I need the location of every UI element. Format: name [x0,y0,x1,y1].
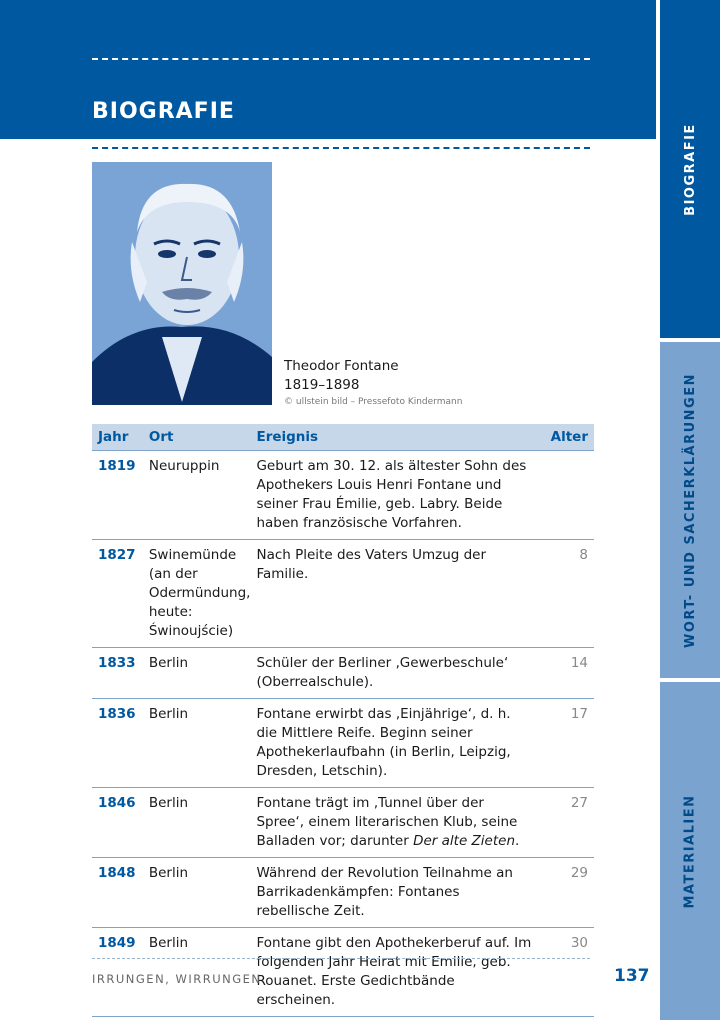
cell-ereignis: Während der Revolution Teilnahme an Barrikadenkämpfen: Fontanes rebellische Zeit. [250,858,544,928]
cell-ort: Berlin [143,699,251,788]
cell-ort: Berlin [143,928,251,1017]
ereignis-text: Fontane trägt im ‚Tunnel über der Spree‘, einem literarischen Klub, seine Balladen vor; darunter [256,795,518,849]
tab-wort-und-sacherklaerungen[interactable] [660,342,720,678]
table-row [92,540,594,648]
cell-alter: 14 [545,648,594,699]
table-row [92,699,594,788]
header-jahr: Jahr [92,424,143,451]
table-row [92,788,594,858]
cell-ereignis: Geburt am 30. 12. als ältester Sohn des Apothekers Louis Henri Fontane und seiner Frau Émilie, geb. Labry. Beide haben französische Vorfahren. [250,451,544,540]
cell-alter [545,451,594,540]
dashed-rule-top [92,58,590,60]
tab-label: BIOGRAFIE [682,122,698,216]
cell-ort: Berlin [143,788,251,858]
cell-ereignis: Nach Pleite des Vaters Umzug der Familie. [250,540,544,648]
cell-jahr: 1833 [92,648,143,699]
header-alter: Alter [545,424,594,451]
header-ereignis: Ereignis [250,424,544,451]
cell-ort: Neuruppin [143,451,251,540]
cell-ort: Berlin [143,648,251,699]
ereignis-end: . [515,833,520,849]
cell-ort: Swinemünde (an der Odermündung, heute: Świnoujście) [143,540,251,648]
tab-biografie[interactable] [660,0,720,338]
cell-ereignis: Fontane gibt den Apothekerberuf auf. Im folgenden Jahr Heirat mit Emilie, geb. Rouanet. Erste Gedichtbände erscheinen. [250,928,544,1017]
cell-alter: 29 [545,858,594,928]
table-row [92,648,594,699]
cell-jahr: 1827 [92,540,143,648]
cell-jahr: 1846 [92,788,143,858]
table-header-row [92,424,594,451]
cell-jahr: 1819 [92,451,143,540]
cell-alter: 17 [545,699,594,788]
photo-credit: © ullstein bild – Pressefoto Kindermann [284,397,463,407]
portrait-photo [92,162,272,405]
work-title: Der alte Zieten [413,833,516,849]
page-title: BIOGRAFIE [92,99,235,124]
dashed-rule-footer [92,958,590,959]
book-title: IRRUNGEN, WIRRUNGEN [92,972,262,986]
header-band [0,0,656,139]
table-row [92,451,594,540]
cell-ereignis: Fontane erwirbt das ‚Einjährige‘, d. h. die Mittlere Reife. Beginn seiner Apothekerlaufbahn (in Berlin, Leipzig, Dresden, Letschin). [250,699,544,788]
tab-label: WORT- UND SACHERKLÄRUNGEN [682,372,698,648]
dashed-rule-under-title [92,147,590,149]
cell-alter: 27 [545,788,594,858]
caption-years: 1819–1898 [284,377,360,393]
caption-name: Theodor Fontane [284,358,399,374]
cell-ort: Berlin [143,858,251,928]
page-number: 137 [614,966,650,986]
cell-ereignis: Schüler der Berliner ‚Gewerbeschule‘ (Oberrealschule). [250,648,544,699]
cell-jahr: 1836 [92,699,143,788]
cell-jahr: 1849 [92,928,143,1017]
biography-table [92,424,594,1017]
cell-alter: 30 [545,928,594,1017]
cell-ereignis [250,788,544,858]
portrait-caption [284,357,399,395]
header-ort: Ort [143,424,251,451]
cell-alter: 8 [545,540,594,648]
tab-materialien[interactable] [660,682,720,1020]
table-row [92,858,594,928]
cell-jahr: 1848 [92,858,143,928]
tab-label: MATERIALIEN [682,793,698,909]
